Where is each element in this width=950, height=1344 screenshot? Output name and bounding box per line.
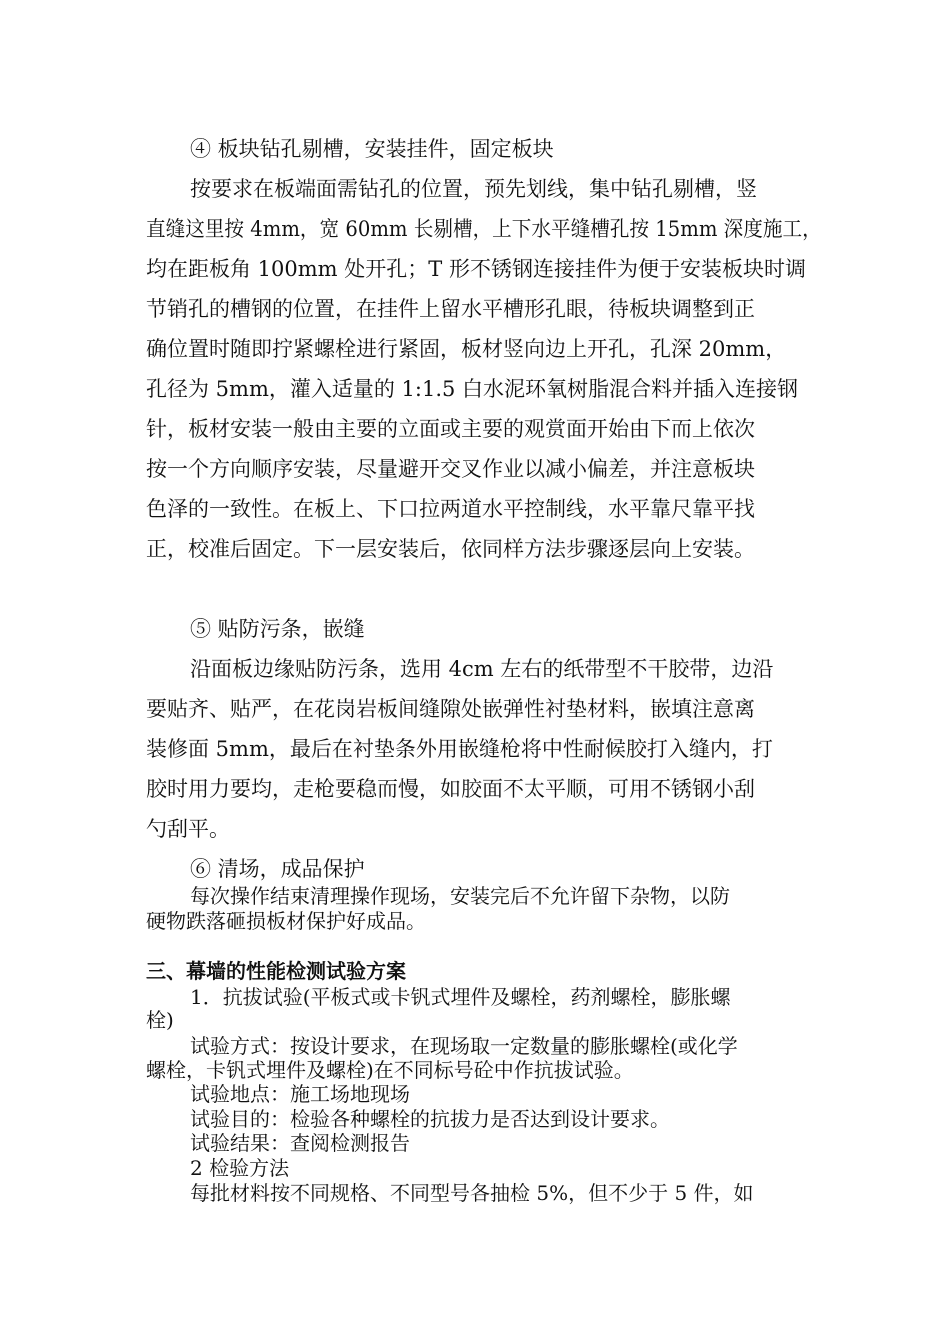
paragraph-line: 孔径为 5mm，灌入适量的 1:1.5 白水泥环氧树脂混合料并插入连接钢	[146, 377, 799, 401]
step6-title: ⑥ 清场，成品保护	[190, 857, 365, 881]
step4-title: ④ 板块钻孔剔槽，安装挂件，固定板块	[190, 137, 554, 161]
step5-title: ⑤ 贴防污条，嵌缝	[190, 617, 365, 641]
paragraph-line: 每次操作结束清理操作现场，安装完后不允许留下杂物，以防	[190, 884, 730, 908]
paragraph-line: 按一个方向顺序安装，尽量避开交叉作业以减小偏差，并注意板块	[146, 457, 755, 481]
paragraph-line: 均在距板角 100mm 处开孔；T 形不锈钢连接挂件为便于安装板块时调	[146, 257, 806, 281]
section-heading: 三、幕墙的性能检测试验方案	[146, 959, 406, 983]
paragraph-line: 按要求在板端面需钻孔的位置，预先划线，集中钻孔剔槽，竖	[190, 177, 757, 201]
paragraph-line: 勺刮平。	[146, 817, 230, 841]
paragraph-line: 装修面 5mm，最后在衬垫条外用嵌缝枪将中性耐候胶打入缝内，打	[146, 737, 773, 761]
item1-title-continued: 栓)	[146, 1008, 174, 1032]
paragraph-line: 色泽的一致性。在板上、下口拉两道水平控制线，水平靠尺靠平找	[146, 497, 755, 521]
paragraph-line: 直缝这里按 4mm，宽 60mm 长剔槽，上下水平缝槽孔按 15mm 深度施工，	[146, 217, 822, 241]
test-method: 试验方式：按设计要求，在现场取一定数量的膨胀螺栓(或化学	[190, 1034, 738, 1058]
test-purpose: 试验目的：检验各种螺栓的抗拔力是否达到设计要求。	[190, 1107, 670, 1131]
test-method-continued: 螺栓，卡钒式埋件及螺栓)在不同标号砼中作抗拔试验。	[146, 1058, 634, 1082]
item1-title: 1．抗拔试验(平板式或卡钒式埋件及螺栓，药剂螺栓，膨胀螺	[190, 985, 731, 1009]
paragraph-line: 针，板材安装一般由主要的立面或主要的观赏面开始由下而上依次	[146, 417, 755, 441]
test-result: 试验结果：查阅检测报告	[190, 1131, 410, 1155]
test-location: 试验地点：施工场地现场	[190, 1082, 410, 1106]
paragraph-line: 确位置时随即拧紧螺栓进行紧固，板材竖向边上开孔，孔深 20mm，	[146, 337, 787, 361]
paragraph-line: 每批材料按不同规格、不同型号各抽检 5%，但不少于 5 件，如	[190, 1181, 754, 1205]
paragraph-line: 硬物跌落砸损板材保护好成品。	[146, 909, 426, 933]
paragraph-line: 正，校准后固定。下一层安装后，依同样方法步骤逐层向上安装。	[146, 537, 755, 561]
paragraph-line: 沿面板边缘贴防污条，选用 4cm 左右的纸带型不干胶带，边沿	[190, 657, 774, 681]
paragraph-line: 要贴齐、贴严，在花岗岩板间缝隙处嵌弹性衬垫材料，嵌填注意离	[146, 697, 755, 721]
paragraph-line: 节销孔的槽钢的位置，在挂件上留水平槽形孔眼，待板块调整到正	[146, 297, 755, 321]
paragraph-line: 胶时用力要均，走枪要稳而慢，如胶面不太平顺，可用不锈钢小刮	[146, 777, 755, 801]
item2-title: 2 检验方法	[190, 1156, 290, 1180]
